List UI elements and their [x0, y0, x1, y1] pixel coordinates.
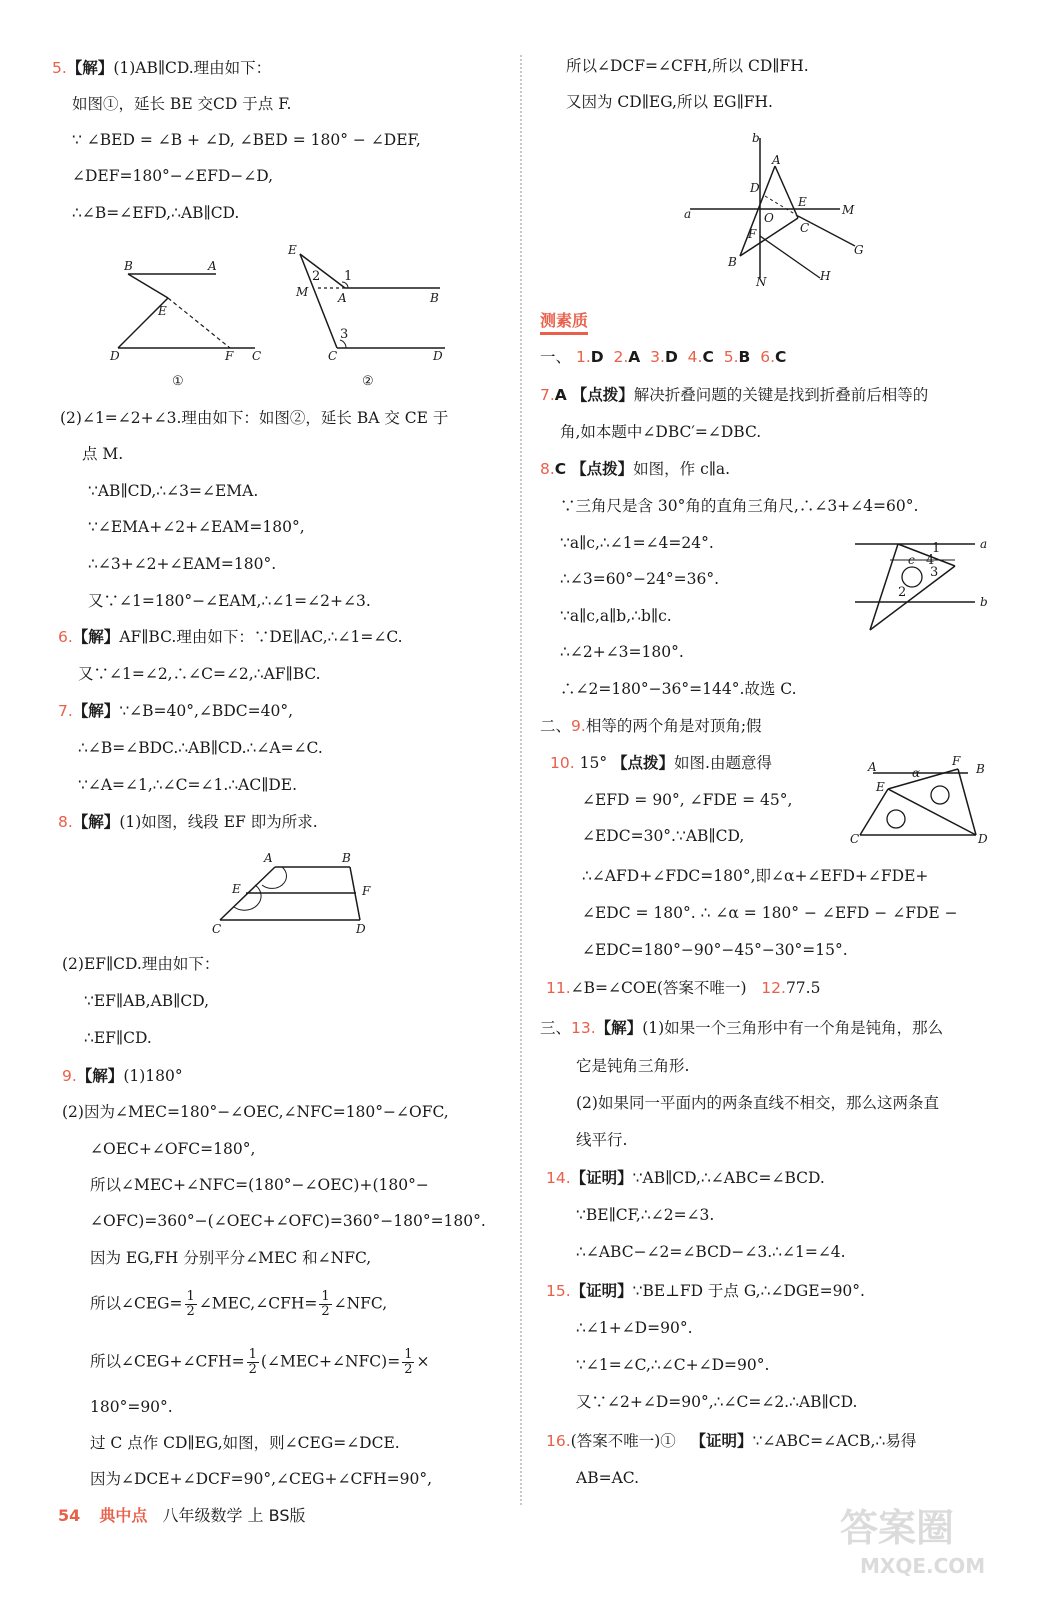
answer-6-heading: 6.【解】AF∥BC.理由如下：∵DE∥AC,∴∠1=∠C. — [58, 628, 403, 646]
fig2-label: E — [288, 243, 297, 257]
text-line: 又∵∠1=∠2,∴∠C=∠2,∴AF∥BC. — [78, 665, 321, 683]
fig1-label: B — [124, 259, 133, 273]
fig4-label: N — [756, 275, 767, 289]
mcq-answers: 一、 1.D 2.A 3.D 4.C 5.B 6.C — [540, 348, 787, 366]
text-line: ∵∠1=∠C,∴∠C+∠D=90°. — [576, 1356, 770, 1374]
fig3-label: D — [356, 922, 366, 936]
text-line: ∠EDC=180°−90°−45°−30°=15°. — [582, 941, 848, 959]
fig4-label: O — [764, 211, 774, 225]
fig5-label: 3 — [930, 565, 939, 580]
fig1-label: C — [252, 349, 262, 363]
fig4-label: G — [854, 243, 864, 257]
text-line: (2)∠1=∠2+∠3.理由如下：如图②，延长 BA 交 CE 于 — [60, 409, 449, 427]
page-number: 54 — [58, 1506, 81, 1525]
fraction: $\frac{1}{2}$ — [321, 1289, 330, 1319]
fig2-label: D — [433, 349, 443, 363]
text-line: 所以∠MEC+∠NFC=(180°−∠OEC)+(180°− — [90, 1176, 429, 1194]
fig1-label: F — [225, 349, 234, 363]
fig2-caption: ② — [362, 374, 374, 389]
text-line: ∵a∥c,a∥b,∴b∥c. — [560, 607, 672, 625]
text-line: 因为 EG,FH 分别平分∠MEC 和∠NFC, — [90, 1249, 372, 1267]
answer-7-heading: 7.【解】∵∠B=40°,∠BDC=40°, — [58, 702, 293, 720]
section-heading: 测素质 — [540, 308, 588, 335]
fraction: $\frac{1}{2}$ — [186, 1289, 195, 1319]
figure-1 — [109, 259, 261, 389]
fig6-label: D — [978, 832, 988, 846]
text-line: ∴∠1+∠D=90°. — [576, 1319, 693, 1337]
text-line: ∠DEF=180°−∠EFD−∠D, — [72, 167, 274, 185]
svg-text:答案圈: 答案圈 — [840, 1506, 955, 1550]
text-line: ∴EF∥CD. — [84, 1029, 152, 1047]
fig2-label: C — [328, 349, 338, 363]
fig1-caption: ① — [172, 374, 184, 389]
fig4-label: A — [772, 153, 781, 167]
fig5-label: 2 — [898, 585, 907, 600]
fig4-label: B — [728, 255, 737, 269]
fig1-label: E — [158, 304, 167, 318]
fig3-label: F — [362, 884, 371, 898]
text-line: ∠EDC = 180°. ∴ ∠α = 180° − ∠EFD − ∠FDE − — [582, 904, 958, 922]
text-line: ∵EF∥AB,AB∥CD, — [84, 992, 210, 1010]
fig4-label: D — [750, 181, 760, 195]
answer-15-heading: 15.【证明】∵BE⊥FD 于点 G,∴∠DGE=90°. — [546, 1282, 865, 1300]
text-line: ∵ ∠BED = ∠B + ∠D, ∠BED = 180° − ∠DEF, — [72, 131, 421, 149]
fig2-label: 1 — [344, 269, 353, 284]
figure-4 — [680, 128, 880, 293]
text-line: (2)如果同一平面内的两条直线不相交，那么这两条直 — [576, 1094, 939, 1112]
text-line: ∵∠EMA+∠2+∠EAM=180°, — [88, 518, 305, 536]
watermark-logo — [830, 1495, 1020, 1580]
fill-in-heading: 二、9.相等的两个角是对顶角;假 — [540, 717, 762, 735]
fig1-label: A — [208, 259, 217, 273]
text-line: ∵a∥c,∴∠1=∠4=24°. — [560, 534, 714, 552]
fig5-label: 1 — [932, 541, 941, 556]
fig4-label: M — [842, 203, 855, 217]
fig6-label: F — [952, 755, 961, 768]
answer-9-heading: 9.【解】(1)180° — [62, 1067, 183, 1085]
fig4-label: F — [748, 227, 757, 241]
text-line: ∴∠B=∠EFD,∴AB∥CD. — [72, 204, 240, 222]
text-line: 180°=90°. — [90, 1398, 173, 1416]
fig3-label: C — [212, 922, 222, 936]
text-line: 它是钝角三角形. — [576, 1057, 690, 1075]
fig6-label: α — [912, 766, 921, 780]
fig6-label: A — [868, 760, 877, 774]
fraction: $\frac{1}{2}$ — [404, 1347, 413, 1377]
answer-8-heading: 8.【解】(1)如图，线段 EF 即为所求. — [58, 813, 318, 831]
text-line: AB=AC. — [576, 1469, 639, 1487]
svg-text:MXQE.COM: MXQE.COM — [860, 1554, 986, 1578]
figure-3 — [200, 845, 390, 940]
text-line: ∵BE∥CF,∴∠2=∠3. — [576, 1206, 715, 1224]
column-divider — [520, 55, 522, 1505]
fraction-line: 所以∠CEG+∠CFH= $\frac{1}{2}$ (∠MEC+∠NFC)= $\frac{1}{2}$ × — [90, 1347, 430, 1377]
fig2-label: 2 — [312, 269, 321, 284]
text-line: ∴∠ABC−∠2=∠BCD−∠3.∴∠1=∠4. — [576, 1243, 846, 1261]
fig3-label: E — [232, 882, 241, 896]
text-line: ∠EDC=30°.∵AB∥CD, — [582, 827, 745, 845]
text-line: ∴∠3=60°−24°=36°. — [560, 570, 720, 588]
text-line: 角,如本题中∠DBC′=∠DBC. — [560, 423, 762, 441]
text-line: ∠OFC)=360°−(∠OEC+∠OFC)=360°−180°=180°. — [90, 1212, 486, 1230]
fig5-label: b — [980, 595, 988, 609]
fig6-label: B — [976, 762, 985, 776]
fig4-label: b — [752, 131, 760, 145]
fig3-label: A — [264, 851, 273, 865]
text-line: ∵AB∥CD,∴∠3=∠EMA. — [88, 482, 259, 500]
text-line: ∴∠2=180°−36°=144°.故选 C. — [560, 680, 797, 698]
fig5-label: c — [908, 553, 915, 567]
text-line: ∴∠2+∠3=180°. — [560, 643, 684, 661]
answer-13-heading: 三、13.【解】(1)如果一个三角形中有一个角是钝角，那么 — [540, 1019, 944, 1037]
text-line: ∴∠B=∠BDC.∴AB∥CD.∴∠A=∠C. — [78, 739, 323, 757]
fraction-line: 所以∠CEG= $\frac{1}{2}$ ∠MEC,∠CFH= $\frac{1}{2}$ ∠NFC, — [90, 1289, 388, 1319]
answer-16-heading: 16.(答案不唯一)① 【证明】∵∠ABC=∠ACB,∴易得 — [546, 1432, 917, 1450]
text-line: (2)因为∠MEC=180°−∠OEC,∠NFC=180°−∠OFC, — [62, 1103, 449, 1121]
fig4-label: C — [800, 221, 810, 235]
text-line: ∠EFD = 90°, ∠FDE = 45°, — [582, 791, 793, 809]
fig1-label: D — [110, 349, 120, 363]
text-line: 如图①，延长 BE 交CD 于点 F. — [72, 95, 292, 113]
answer-10-heading: 10. 15° 【点拨】如图.由题意得 — [550, 754, 772, 772]
text-line: ∴∠3+∠2+∠EAM=180°. — [88, 555, 277, 573]
fig2-label: 3 — [340, 327, 349, 342]
text-line: (2)EF∥CD.理由如下： — [62, 955, 220, 973]
book-title: 八年级数学 上 BS版 — [162, 1506, 306, 1525]
fig6-label: E — [876, 780, 885, 794]
answer-8r-heading: 8.C 【点拨】如图，作 c∥a. — [540, 460, 731, 478]
brand-logo: 典中点 — [99, 1506, 148, 1525]
figure-2 — [287, 243, 445, 389]
answer-14-heading: 14.【证明】∵AB∥CD,∴∠ABC=∠BCD. — [546, 1169, 825, 1187]
text-line: 线平行. — [576, 1131, 628, 1149]
figure-1-2 — [100, 240, 470, 395]
fig2-label: A — [338, 291, 347, 305]
fraction: $\frac{1}{2}$ — [248, 1347, 257, 1377]
fig3-label: B — [342, 851, 351, 865]
text-line: 又∵∠1=180°−∠EAM,∴∠1=∠2+∠3. — [88, 592, 371, 610]
text-line: 因为∠DCE+∠DCF=90°,∠CEG+∠CFH=90°, — [90, 1470, 433, 1488]
fig4-label: E — [798, 195, 807, 209]
figure-6 — [848, 755, 998, 850]
answer-11-12: 11.∠B=∠COE(答案不唯一) 12.77.5 — [546, 979, 821, 997]
text-line: ∠OEC+∠OFC=180°, — [90, 1140, 256, 1158]
text-line: 点 M. — [82, 445, 124, 463]
answer-5-heading: 5.【解】(1)AB∥CD.理由如下： — [52, 59, 272, 77]
answer-7r-heading: 7.A 【点拨】解决折叠问题的关键是找到折叠前后相等的 — [540, 386, 929, 404]
text-line: 又因为 CD∥EG,所以 EG∥FH. — [566, 93, 773, 111]
fig2-label: B — [430, 291, 439, 305]
text-line: ∵三角尺是含 30°角的直角三角尺,∴∠3+∠4=60°. — [560, 497, 919, 515]
text-line: 又∵∠2+∠D=90°,∴∠C=∠2.∴AB∥CD. — [576, 1393, 858, 1411]
fig6-label: C — [850, 832, 860, 846]
figure-5 — [850, 530, 1000, 635]
text-line: 所以∠DCF=∠CFH,所以 CD∥FH. — [566, 57, 809, 75]
fig4-label: a — [684, 207, 692, 221]
fig5-label: a — [980, 537, 988, 551]
text-line: ∴∠AFD+∠FDC=180°,即∠α+∠EFD+∠FDE+ — [582, 867, 929, 885]
fig4-label: H — [820, 269, 831, 283]
fig5-label: 4 — [926, 553, 935, 568]
page-footer — [58, 1503, 306, 1526]
text-line: ∵∠A=∠1,∴∠C=∠1.∴AC∥DE. — [78, 776, 298, 794]
fig2-label: M — [296, 285, 309, 299]
text-line: 过 C 点作 CD∥EG,如图，则∠CEG=∠DCE. — [90, 1434, 400, 1452]
